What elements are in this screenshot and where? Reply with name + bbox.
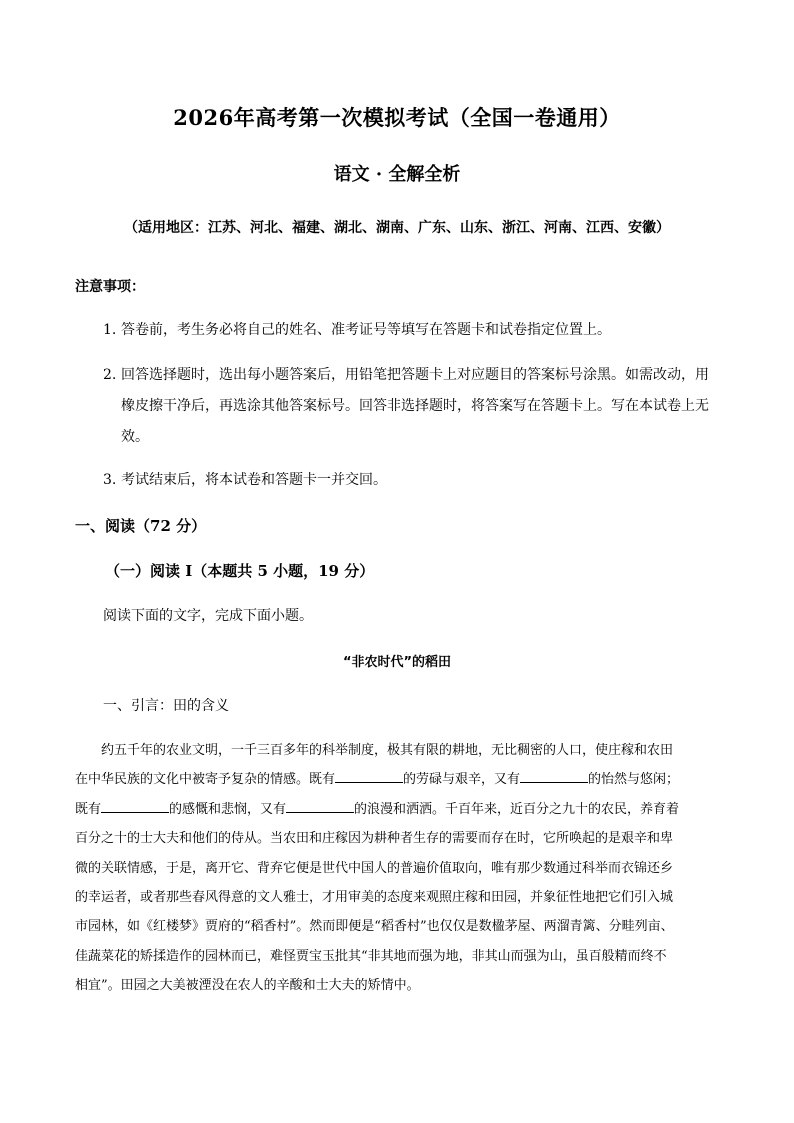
passage-line: 相宜”。田园之大美被湮没在农人的辛酸和士大夫的矫情中。 <box>75 978 420 994</box>
page-subtitle: 语文 · 全解全析 <box>333 164 461 185</box>
passage-line: 既有 的感慨和悲悯，又有 的浪漫和洒洒。千百年来，近百分之九十的农民，养育着 <box>75 801 680 817</box>
passage-line: 市园林，如《红楼梦》贾府的“稻香村”。然而即便是“稻香村”也仅仅是数楹茅屋、两溜青篱、分畦列亩、 <box>75 919 674 935</box>
fill-blank <box>286 800 354 813</box>
article-title: “非农时代”的稻田 <box>342 655 452 670</box>
note-number: 2. <box>103 367 117 383</box>
fill-blank <box>101 800 169 813</box>
note-text-continued: 橡皮擦干净后，再选涂其他答案标号。回答非选择题时，将答案写在答题卡上。写在本试卷上无 <box>121 398 709 414</box>
article-intro-heading: 一、引言：田的含义 <box>103 698 229 714</box>
passage-line: 百分之十的士大夫和他们的侍从。当农田和庄稼因为耕种者生存的需要而存在时，它所唤起的是艰辛和卑 <box>75 831 674 847</box>
notes-heading: 注意事项： <box>75 279 145 295</box>
subsection-heading: （一）阅读 I（本题共 5 小题，19 分） <box>105 562 375 580</box>
article-passage <box>75 736 723 1001</box>
note-item-3 <box>103 465 723 496</box>
note-text: 答卷前，考生务必将自己的姓名、准考证号等填写在答题卡和试卷指定位置上。 <box>121 322 611 338</box>
passage-line: 佳蔬菜花的矫揉造作的园林而已，难怪贾宝玉批其“非其地而强为地，非其山而强为山，虽百般精而终不 <box>75 948 667 964</box>
note-text-continued: 效。 <box>121 429 149 445</box>
passage-line: 微的关联情感，于是，离开它、背弃它便是世代中国人的普遍价值取向，唯有那少数通过科举而衣锦还乡 <box>75 860 674 876</box>
fill-blank <box>520 770 588 783</box>
passage-line: 在中华民族的文化中被寄予复杂的情感。既有 的劳碌与艰辛，又有 的怡然与悠闲； <box>75 772 680 788</box>
note-item-1 <box>103 315 723 346</box>
reading-instruction: 阅读下面的文字，完成下面小题。 <box>103 608 313 624</box>
passage-line: 的幸运者，或者那些春风得意的文人雅士，才用审美的态度来观照庄稼和田园，并象征性地把它们引入城 <box>75 890 674 906</box>
fill-blank <box>335 770 403 783</box>
section-heading: 一、阅读（72 分） <box>75 517 207 535</box>
note-item-2 <box>103 360 723 453</box>
page-title: 2026年高考第一次模拟考试（全国一卷通用） <box>173 105 621 130</box>
passage-line: 约五千年的农业文明，一千三百多年的科举制度，极其有限的耕地，无比稠密的人口，使庄稼和农田 <box>101 743 674 758</box>
note-number: 3. <box>103 472 117 488</box>
applicable-regions: （适用地区：江苏、河北、福建、湖北、湖南、广东、山东、浙江、河南、江西、安徽） <box>124 220 670 236</box>
note-number: 1. <box>103 322 117 338</box>
note-text: 回答选择题时，选出每小题答案后，用铅笔把答题卡上对应题目的答案标号涂黑。如需改动，用 <box>121 367 709 383</box>
note-text: 考试结束后，将本试卷和答题卡一并交回。 <box>121 472 387 488</box>
